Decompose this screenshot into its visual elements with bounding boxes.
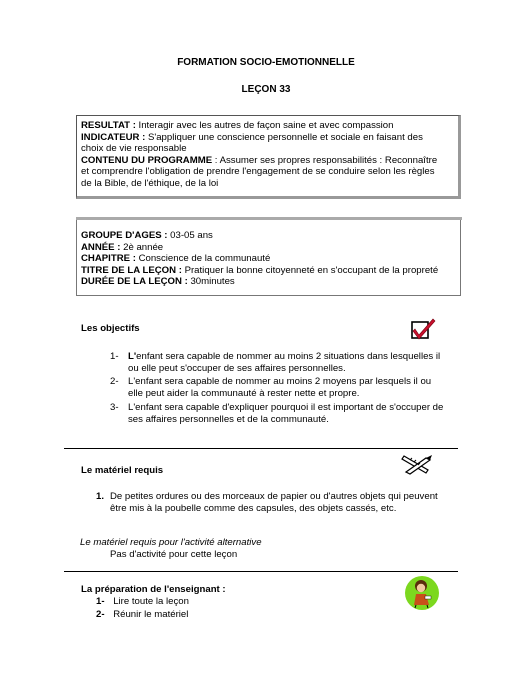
document-title: FORMATION SOCIO-EMOTIONNELLE [177, 57, 355, 68]
item-number: 2- [96, 609, 105, 620]
contenu-line-3: de la Bible, de l'éthique, de la loi [81, 177, 219, 189]
chapitre-line [81, 253, 456, 265]
contenu-text: : Assumer ses propres responsabilités : Reconnaître [212, 154, 438, 166]
program-info-box [76, 115, 461, 199]
item-text: Réunir le matériel [113, 609, 189, 620]
resultat-text: Interagir avec les autres de façon saine et avec compassion [135, 120, 394, 131]
contenu-label: CONTENU DU PROGRAMME [81, 154, 213, 166]
preparation-item-2 [96, 609, 188, 621]
checkbox-check-icon [409, 316, 437, 342]
chapitre-text: Conscience de la communauté [135, 253, 271, 265]
objectif-item-2 [110, 376, 451, 400]
item-text: Lire toute la leçon [113, 596, 189, 607]
item-number: 3- [110, 402, 119, 413]
item-number: 1- [96, 596, 105, 607]
teacher-icon [404, 575, 440, 611]
resultat-label: RESULTAT : [81, 120, 136, 131]
box-top-border [76, 217, 462, 220]
lesson-details-box [76, 217, 461, 296]
preparation-item-1 [96, 596, 189, 608]
section-divider [64, 571, 458, 572]
indicateur-line [81, 132, 454, 144]
objectif-item-1 [110, 351, 451, 375]
groupe-label: GROUPE D'AGES : [81, 230, 168, 241]
titre-text: Pratiquer la bonne citoyenneté en s'occupant de la propreté [181, 264, 439, 276]
item-text-cont: elle peut aider la communauté à rester nette et propre. [128, 388, 360, 399]
item-text: enfant sera capable de nommer au moins 2 situations dans lesquelles il [136, 351, 441, 362]
pencil-ruler-icon [400, 452, 436, 476]
alt-materiel-text: Pas d'activité pour cette leçon [110, 549, 238, 560]
item-text-cont: ou elle peut s'occuper de ses affaires personnelles. [128, 363, 346, 374]
item-number: 2- [110, 376, 119, 387]
objectif-item-3 [110, 402, 451, 426]
materiel-item-1 [96, 491, 451, 515]
duree-label: DURÉE DE LA LEÇON : [81, 276, 188, 288]
item-number: 1- [110, 351, 119, 362]
titre-line [81, 265, 456, 277]
contenu-line [81, 155, 454, 167]
indicateur-line-2: choix de vie responsable [81, 143, 187, 155]
duree-line [81, 276, 456, 288]
item-text: L'enfant sera capable de nommer au moins 2 moyens par lesquels il ou [128, 376, 432, 387]
annee-text: 2è année [120, 241, 164, 253]
item-text: De petites ordures ou des morceaux de papier ou d'autres objets qui peuvent [110, 491, 438, 502]
annee-label: ANNÉE : [81, 241, 121, 253]
resultat-line [81, 120, 454, 132]
contenu-line-2: et comprendre l'obligation de prendre l'engagement de se conduire selon les règles [81, 166, 435, 178]
lesson-number: LEÇON 33 [241, 84, 291, 95]
groupe-line [81, 230, 456, 242]
preparation-heading: La préparation de l'enseignant : [81, 584, 226, 595]
item-number: 1. [96, 491, 105, 502]
materiel-heading: Le matériel requis [81, 465, 164, 476]
annee-line [81, 242, 456, 254]
item-text-cont: ses affaires personnelles et de la communauté. [128, 414, 329, 425]
indicateur-text: S'appliquer une conscience personnelle et sociale en faisant des [145, 131, 423, 143]
objectifs-heading: Les objectifs [81, 323, 140, 334]
titre-label: TITRE DE LA LEÇON : [81, 264, 182, 276]
section-divider [64, 448, 458, 449]
alt-materiel-heading: Le matériel requis pour l'activité alternative [80, 537, 262, 548]
item-lead: L' [128, 351, 137, 362]
item-text-cont: être mis à la poubelle comme des capsules, des objets cassés, etc. [110, 503, 397, 514]
groupe-text: 03-05 ans [167, 230, 213, 241]
chapitre-label: CHAPITRE : [81, 253, 136, 265]
duree-text: 30minutes [187, 276, 235, 288]
item-text: L'enfant sera capable d'expliquer pourquoi il est important de s'occuper de [128, 402, 444, 413]
indicateur-label: INDICATEUR : [81, 131, 146, 143]
